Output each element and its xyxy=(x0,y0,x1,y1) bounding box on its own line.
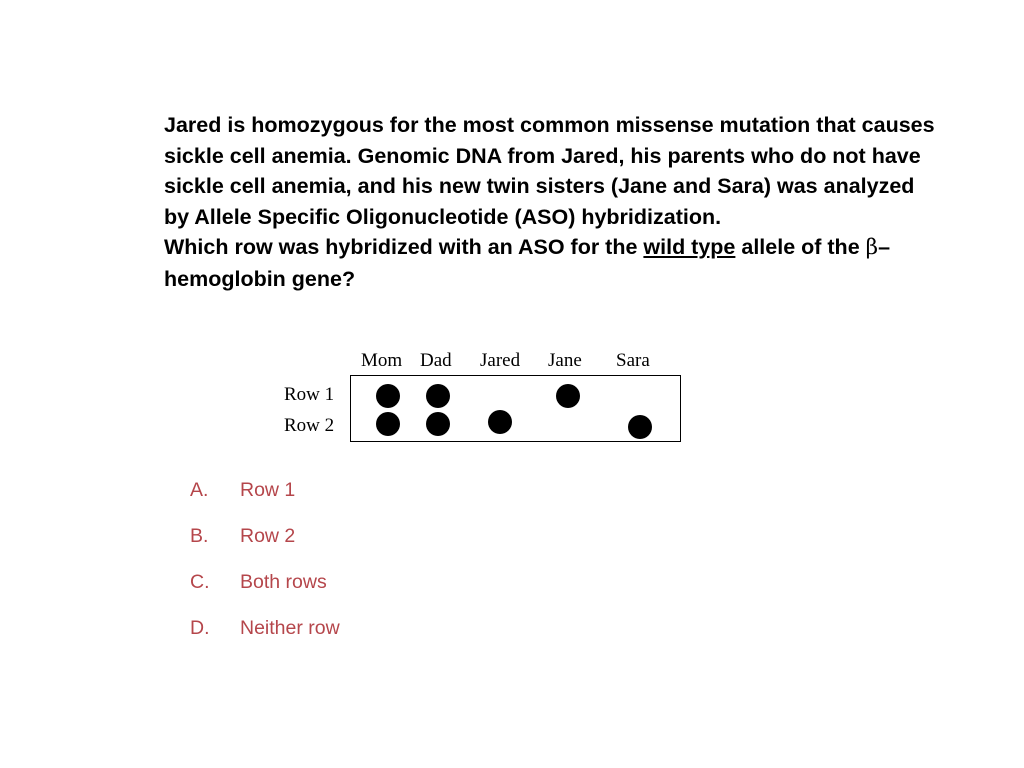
hybridization-spot-dad-row-1 xyxy=(426,384,450,408)
answer-choice-c[interactable] xyxy=(190,568,340,614)
hybridization-spot-mom-row-2 xyxy=(376,412,400,436)
answer-choice-a[interactable] xyxy=(190,476,340,522)
hybridization-spot-jane-row-1 xyxy=(556,384,580,408)
wild-type-emphasis: wild type xyxy=(643,235,736,259)
beta-symbol: β xyxy=(865,235,879,260)
question-text xyxy=(164,110,944,294)
answer-text: Neither row xyxy=(240,617,340,639)
answer-text: Both rows xyxy=(240,571,327,593)
answer-choices xyxy=(190,476,340,660)
answer-text: Row 1 xyxy=(240,479,296,501)
row-label-1: Row 1 xyxy=(284,384,335,405)
hybridization-spot-jared-row-2 xyxy=(488,410,512,434)
column-label-jared: Jared xyxy=(480,350,521,371)
question-paragraph-1: Jared is homozygous for the most common missense mutation that causes sickle cell anemia. Genomic DNA from Jared, his parents who do not have sickle cell anemia, and his new twin sisters (Jane and Sara) was analyzed by Allele Specific Oligonucleotide (ASO) hybridization. xyxy=(164,113,935,229)
answer-text: Row 2 xyxy=(240,525,296,547)
row-label-2: Row 2 xyxy=(284,415,335,436)
hybridization-spot-sara-row-2 xyxy=(628,415,652,439)
column-label-dad: Dad xyxy=(420,350,452,371)
hybridization-spot-mom-row-1 xyxy=(376,384,400,408)
answer-letter: A. xyxy=(190,479,209,501)
answer-letter: D. xyxy=(190,617,210,639)
column-label-jane: Jane xyxy=(548,350,582,371)
answer-choice-b[interactable] xyxy=(190,522,340,568)
question-middle: allele of the xyxy=(735,235,866,259)
question-paragraph-2 xyxy=(164,232,944,294)
answer-choice-d[interactable] xyxy=(190,614,340,660)
hybridization-spot-dad-row-2 xyxy=(426,412,450,436)
column-label-sara: Sara xyxy=(616,350,650,371)
answer-letter: B. xyxy=(190,525,209,547)
column-label-mom: Mom xyxy=(361,350,403,371)
blot-membrane xyxy=(350,375,681,442)
question-prefix: Which row was hybridized with an ASO for the xyxy=(164,235,644,259)
question-suffix: –hemoglobin gene? xyxy=(164,235,891,291)
answer-letter: C. xyxy=(190,571,210,593)
